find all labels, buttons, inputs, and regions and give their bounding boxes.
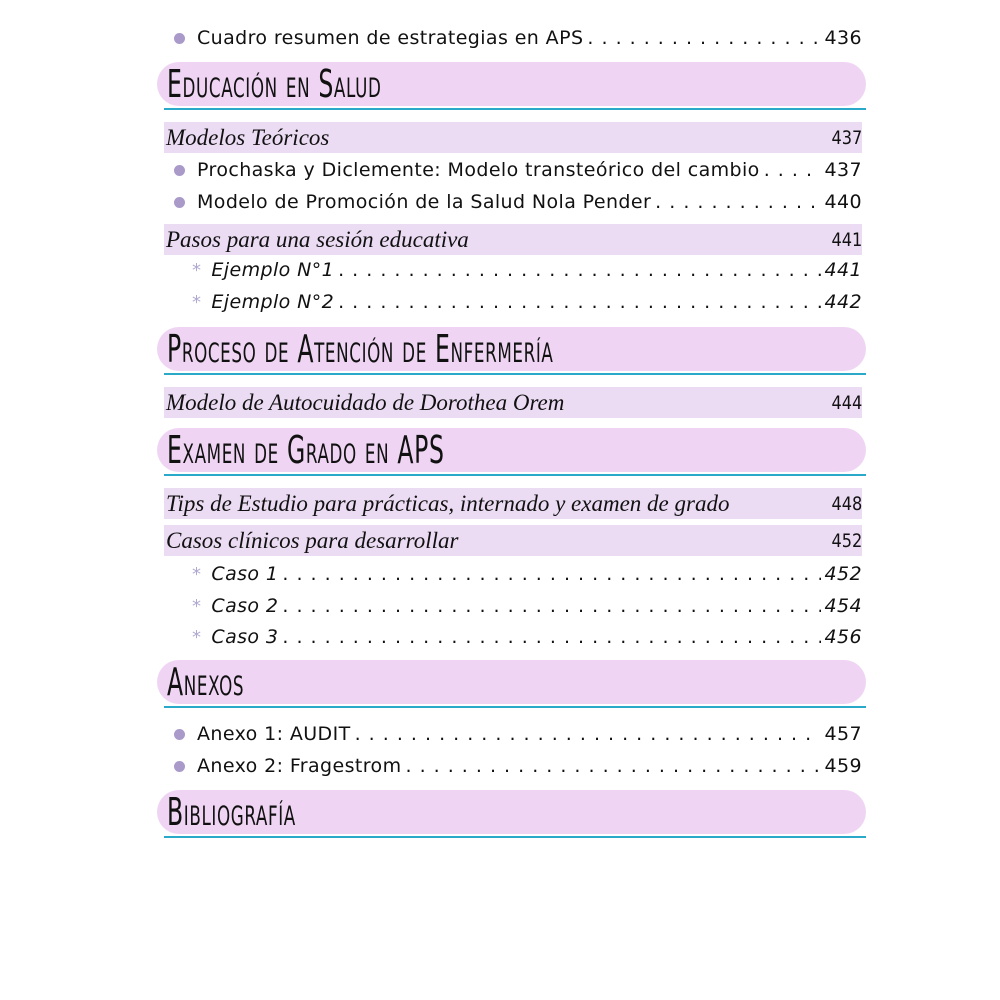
section-divider (164, 836, 866, 838)
toc-entry[interactable] (170, 751, 862, 781)
page-number: 441 (831, 228, 862, 251)
page-number: 440 (824, 191, 862, 213)
chapter-title: Casos clínicos para desarrollar (166, 527, 459, 553)
asterisk-icon: * (192, 291, 202, 313)
page-number: 459 (824, 755, 862, 777)
page-number: 457 (824, 723, 862, 745)
page-number: 454 (824, 595, 862, 617)
entry-label: Prochaska y Diclemente: Modelo transteórico del cambio (197, 159, 760, 181)
toc-entry[interactable] (170, 187, 862, 217)
entry-label: Caso 3 (211, 626, 279, 648)
section-header[interactable] (157, 327, 866, 371)
dot-leader (282, 626, 820, 648)
dot-leader (764, 159, 821, 181)
page-number: 456 (824, 626, 862, 648)
toc-entry[interactable] (170, 591, 862, 621)
toc-entry[interactable] (170, 559, 862, 589)
page-number: 448 (831, 492, 862, 515)
chapter-entry[interactable] (164, 387, 862, 418)
section-title: Proceso de Atención de Enfermería (167, 327, 554, 371)
toc-entry[interactable] (170, 255, 862, 285)
asterisk-icon: * (192, 259, 202, 281)
section-header[interactable] (157, 62, 866, 106)
toc-entry[interactable] (170, 23, 862, 53)
chapter-title: Tips de Estudio para prácticas, internado y examen de grado (166, 490, 730, 516)
section-header[interactable] (157, 660, 866, 704)
entry-label: Cuadro resumen de estrategias en APS (197, 27, 584, 49)
asterisk-icon: * (192, 626, 202, 648)
entry-label: Ejemplo N°1 (211, 259, 335, 281)
entry-label: Caso 1 (211, 563, 279, 585)
page-number: 441 (824, 259, 862, 281)
chapter-entry[interactable] (164, 224, 862, 255)
page-number: 442 (824, 291, 862, 313)
page-number: 444 (831, 391, 862, 414)
chapter-title: Modelo de Autocuidado de Dorothea Orem (166, 389, 565, 415)
section-header[interactable] (157, 428, 866, 472)
section-divider (164, 108, 866, 110)
chapter-title: Pasos para una sesión educativa (166, 226, 469, 252)
chapter-entry[interactable] (164, 122, 862, 153)
section-divider (164, 474, 866, 476)
bullet-icon (174, 729, 185, 740)
page-number: 452 (831, 529, 862, 552)
page-number: 452 (824, 563, 862, 585)
page-number: 437 (831, 126, 862, 149)
chapter-entry[interactable] (164, 488, 862, 519)
toc-entry[interactable] (170, 155, 862, 185)
section-title: Bibliografía (167, 790, 296, 834)
asterisk-icon: * (192, 595, 202, 617)
section-divider (164, 706, 866, 708)
toc-entry[interactable] (170, 719, 862, 749)
dot-leader (338, 291, 820, 313)
bullet-icon (174, 165, 185, 176)
chapter-entry[interactable] (164, 525, 862, 556)
dot-leader (355, 723, 821, 745)
dot-leader (338, 259, 820, 281)
entry-label: Anexo 1: AUDIT (197, 723, 351, 745)
entry-label: Caso 2 (211, 595, 279, 617)
asterisk-icon: * (192, 563, 202, 585)
section-title: Educación en Salud (167, 62, 382, 106)
section-title: Examen de Grado en APS (167, 428, 445, 472)
toc-entry[interactable] (170, 622, 862, 652)
entry-label: Ejemplo N°2 (211, 291, 335, 313)
dot-leader (282, 595, 820, 617)
bullet-icon (174, 197, 185, 208)
bullet-icon (174, 761, 185, 772)
dot-leader (655, 191, 820, 213)
dot-leader (282, 563, 820, 585)
dot-leader (587, 27, 820, 49)
bullet-icon (174, 33, 185, 44)
page-number: 436 (824, 27, 862, 49)
chapter-title: Modelos Teóricos (166, 124, 330, 150)
section-header[interactable] (157, 790, 866, 834)
toc-entry[interactable] (170, 287, 862, 317)
dot-leader (405, 755, 820, 777)
entry-label: Modelo de Promoción de la Salud Nola Pender (197, 191, 652, 213)
section-title: Anexos (167, 660, 245, 704)
section-divider (164, 373, 866, 375)
page-number: 437 (824, 159, 862, 181)
entry-label: Anexo 2: Fragestrom (197, 755, 402, 777)
